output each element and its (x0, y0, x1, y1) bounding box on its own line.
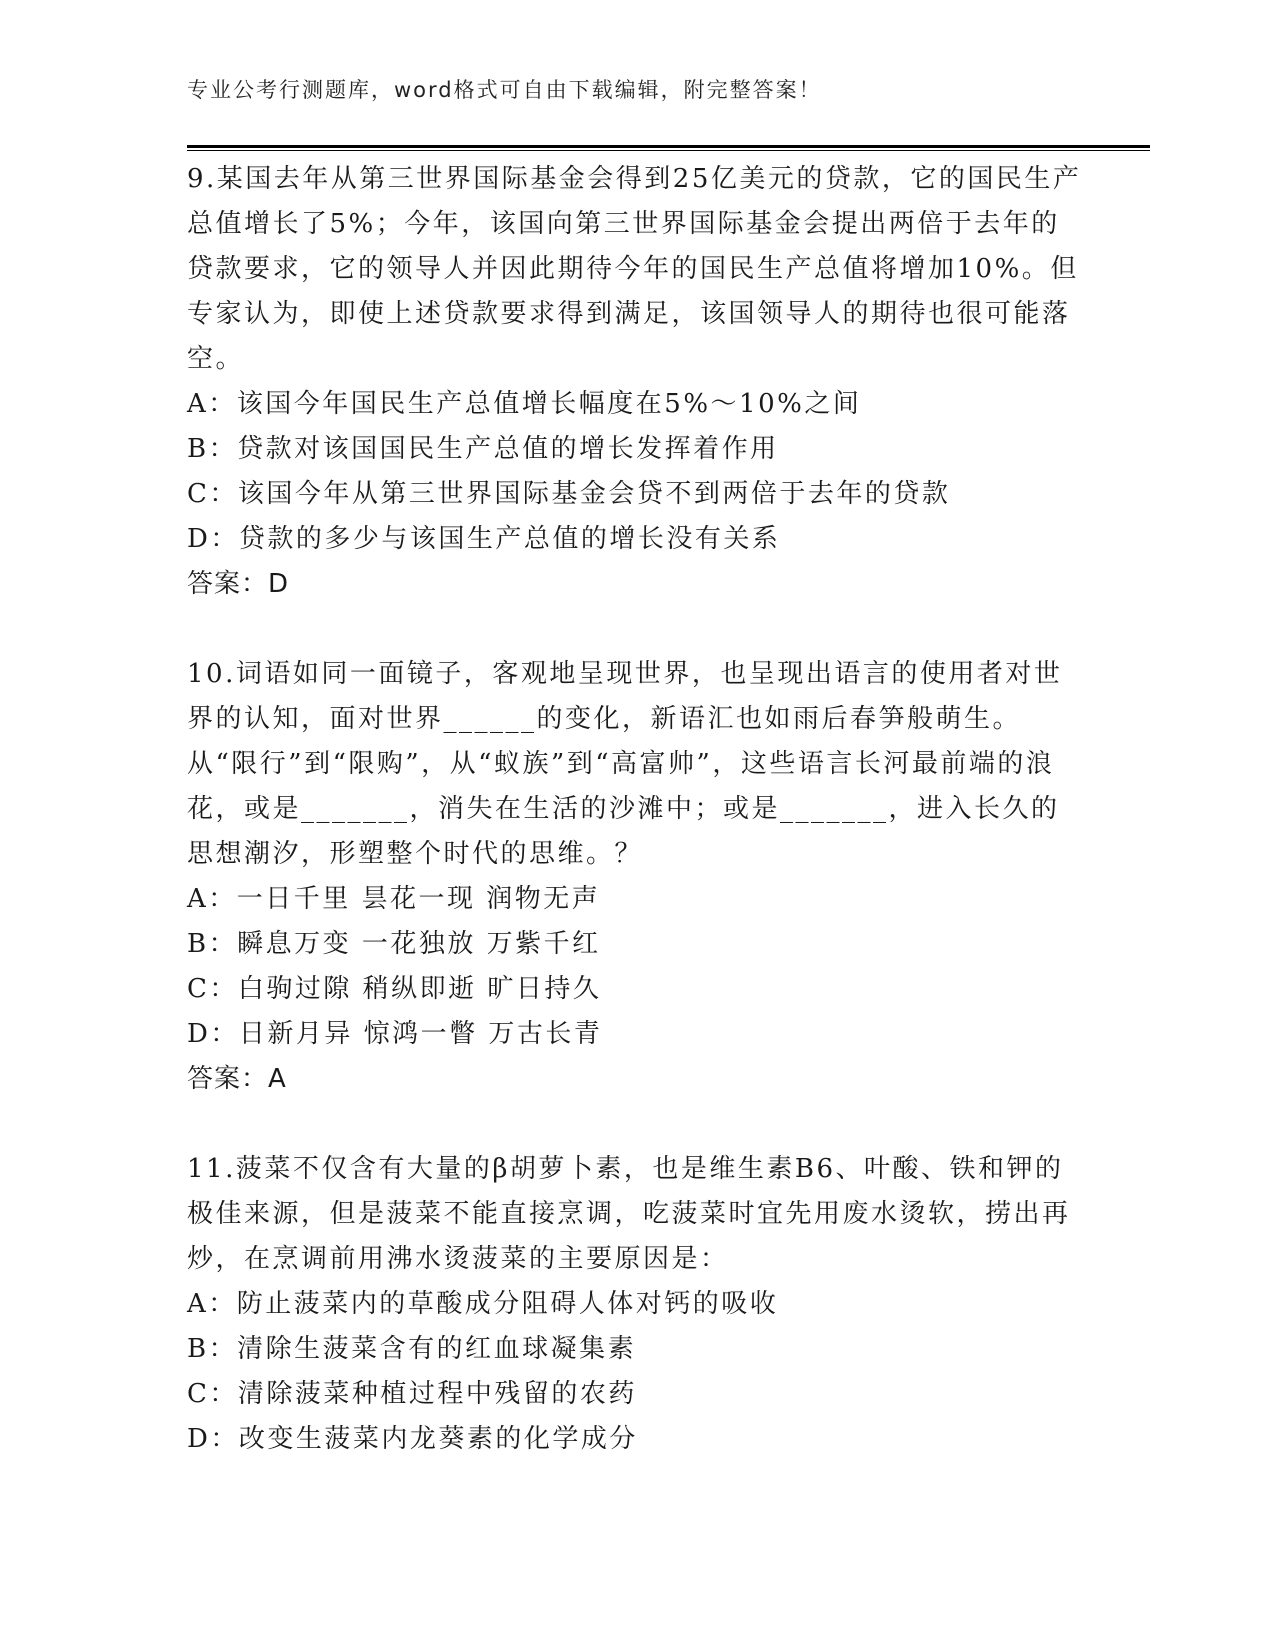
page-header: 专业公考行测题库，word格式可自由下载编辑，附完整答案！ (187, 78, 822, 102)
option-d: D：改变生菠菜内龙葵素的化学成分 (187, 1424, 638, 1454)
header-rule-thin (187, 150, 1150, 151)
option-b: B：清除生菠菜含有的红血球凝集素 (187, 1334, 637, 1364)
answer: 答案：D (187, 569, 290, 599)
question-stem: 10.词语如同一面镜子，客观地呈现世界，也呈现出语言的使用者对世界的认知，面对世界______的变化，新语汇也如雨后春笋般萌生。从“限行”到“限购”，从“蚁族”到“高富帅”，这些语言长河最前端的浪花，或是_______，消失在生活的沙滩中；或是_______，进入长久的思想潮汐，形塑整个时代的思维。？ (187, 659, 1063, 869)
question-10 (187, 652, 1087, 1102)
option-b: B：瞬息万变 一花独放 万紫千红 (187, 929, 601, 959)
option-d: D：贷款的多少与该国生产总值的增长没有关系 (187, 524, 781, 554)
question-stem: 11.菠菜不仅含有大量的β胡萝卜素，也是维生素B6、叶酸、铁和钾的极佳来源，但是菠菜不能直接烹调，吃菠菜时宜先用废水烫软，捞出再炒，在烹调前用沸水烫菠菜的主要原因是： (187, 1154, 1071, 1274)
option-a: A：防止菠菜内的草酸成分阻碍人体对钙的吸收 (187, 1289, 779, 1319)
header-rule-thick (187, 145, 1150, 148)
option-a: A：该国今年国民生产总值增长幅度在5%～10%之间 (187, 389, 862, 419)
option-c: C：白驹过隙 稍纵即逝 旷日持久 (187, 974, 602, 1004)
option-d: D：日新月异 惊鸿一瞥 万古长青 (187, 1019, 603, 1049)
answer: 答案：A (187, 1064, 287, 1094)
question-list (187, 157, 1087, 1462)
option-a: A：一日千里 昙花一现 润物无声 (187, 884, 601, 914)
question-9 (187, 157, 1087, 607)
question-11 (187, 1147, 1087, 1462)
option-b: B：贷款对该国国民生产总值的增长发挥着作用 (187, 434, 779, 464)
option-c: C：清除菠菜种植过程中残留的农药 (187, 1379, 637, 1409)
option-c: C：该国今年从第三世界国际基金会贷不到两倍于去年的贷款 (187, 479, 951, 509)
question-stem: 9.某国去年从第三世界国际基金会得到25亿美元的贷款，它的国民生产总值增长了5%；今年，该国向第三世界国际基金会提出两倍于去年的贷款要求，它的领导人并因此期待今年的国民生产总值将增加10%。但专家认为，即使上述贷款要求得到满足，该国领导人的期待也很可能落空。 (187, 164, 1082, 374)
